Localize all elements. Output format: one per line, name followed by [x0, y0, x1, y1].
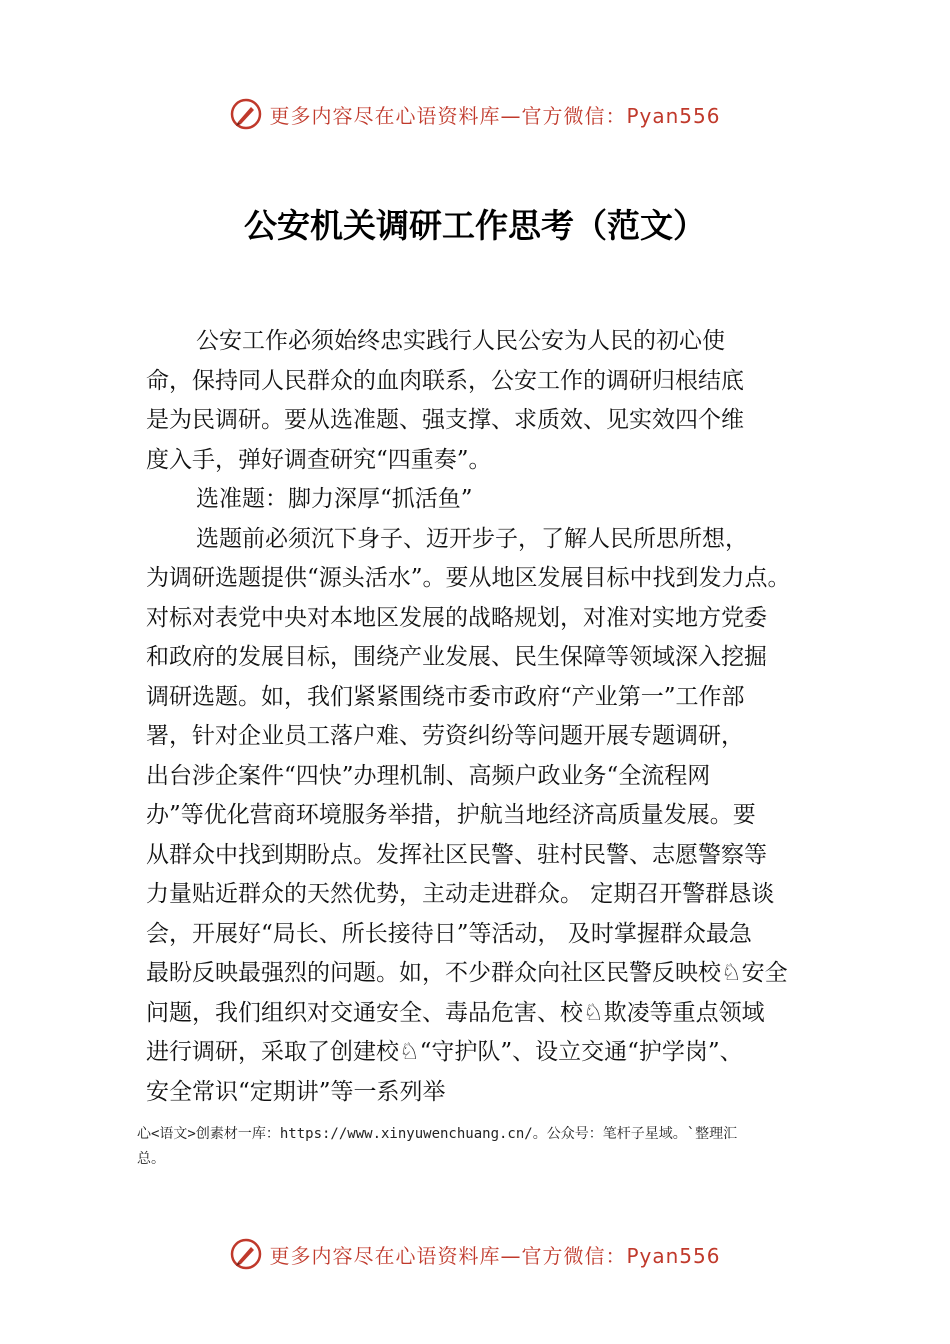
text-line: 安全常识“定期讲”等一系列举: [146, 1078, 446, 1105]
text-line: 选题前必须沉下身子、迈开步子，了解人民所思所想，: [196, 525, 748, 552]
section-heading: 选准题：脚力深厚“抓活鱼”: [196, 486, 473, 512]
text-line: 出台涉企案件“四快”办理机制、高频户政业务“全流程网: [146, 762, 711, 789]
text-line: 问题，我们组织对交通安全、毒品危害、校♘欺凌等重点领域: [146, 999, 765, 1026]
text-line: 力量贴近群众的天然优势，主动走进群众。 定期召开警群恳谈: [146, 881, 775, 907]
footnote-line: 心<语文>创素材一库：https://www.xinyuwenchuang.cn/。公众号：笔杆子星域。`整理汇: [137, 1126, 738, 1142]
banner-text: 更多内容尽在心语资料库—官方微信：Pyan556: [269, 1243, 721, 1268]
pen-logo-icon: [229, 1237, 263, 1271]
text-line: 最盼反映最强烈的问题。如，不少群众向社区民警反映校♘安全: [146, 960, 788, 986]
text-line: 命，保持同人民群众的血肉联系，公安工作的调研归根结底: [146, 367, 744, 394]
text-line: 从群众中找到期盼点。发挥社区民警、驻村民警、志愿警察等: [146, 841, 767, 868]
text-line: 是为民调研。要从选准题、强支撑、求质效、见实效四个维: [146, 407, 744, 433]
bottom-watermark-banner: [0, 1232, 950, 1276]
footnote-line: 总。: [137, 1151, 165, 1167]
text-line: 度入手，弹好调查研究“四重奏”。: [146, 446, 492, 473]
text-line: 办”等优化营商环境服务举措，护航当地经济高质量发展。要: [146, 802, 756, 828]
text-line: 会，开展好“局长、所长接待日”等活动， 及时掌握群众最急: [146, 920, 752, 947]
text-line: 署，针对企业员工落户难、劳资纠纷等问题开展专题调研，: [146, 723, 744, 749]
top-watermark-banner: [0, 92, 950, 136]
text-line: 调研选题。如，我们紧紧围绕市委市政府“产业第一”工作部: [146, 683, 745, 710]
text-line: 公安工作必须始终忠实践行人民公安为人民的初心使: [196, 328, 725, 354]
document-body: [146, 322, 846, 1112]
source-footnote: [137, 1122, 837, 1172]
pen-logo-icon: [229, 97, 263, 131]
text-line: 对标对表党中央对本地区发展的战略规划，对准对实地方党委: [146, 604, 767, 631]
text-line: 进行调研，采取了创建校♘“守护队”、设立交通“护学岗”、: [146, 1039, 743, 1065]
text-line: 为调研选题提供“源头活水”。要从地区发展目标中找到发力点。: [146, 565, 791, 591]
document-title: 公安机关调研工作思考（范文）: [244, 206, 706, 245]
banner-text: 更多内容尽在心语资料库—官方微信：Pyan556: [269, 103, 721, 128]
text-line: 和政府的发展目标，围绕产业发展、民生保障等领域深入挖掘: [146, 644, 767, 670]
